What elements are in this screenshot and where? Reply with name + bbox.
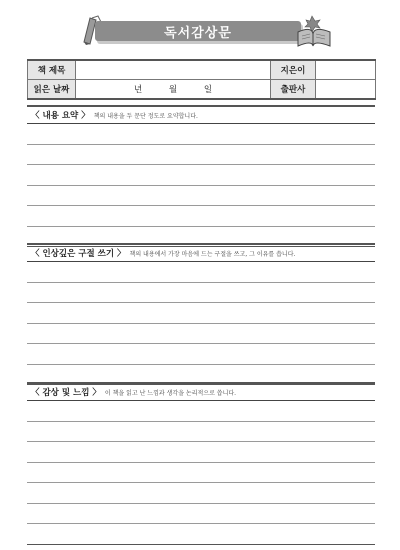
section-header [27, 105, 375, 123]
writing-lines[interactable] [27, 123, 375, 247]
section-description: 이 책을 읽고 난 느낌과 생각을 논리적으로 씁니다. [104, 389, 237, 397]
section-title: 〈 인상깊은 구절 쓰기 〉 [31, 249, 126, 259]
section-impression [27, 382, 375, 545]
section-description: 책의 내용에서 가장 마음에 드는 구절을 쓰고, 그 이유를 씁니다. [129, 250, 296, 258]
section-quote [27, 243, 375, 385]
book-title-field[interactable] [76, 60, 271, 80]
section-description: 책의 내용을 두 문단 정도로 요약합니다. [93, 112, 198, 120]
writing-line[interactable] [27, 524, 375, 545]
writing-line[interactable] [27, 442, 375, 463]
publisher-label: 출판사 [271, 80, 316, 100]
day-unit: 일 [203, 85, 213, 95]
read-date-field[interactable] [76, 80, 271, 100]
writing-line[interactable] [27, 463, 375, 484]
writing-line[interactable] [27, 145, 375, 166]
section-header [27, 243, 375, 261]
book-info-row-title [28, 60, 376, 80]
writing-line[interactable] [27, 504, 375, 525]
writing-line[interactable] [27, 206, 375, 227]
year-unit: 년 [133, 85, 143, 95]
writing-line[interactable] [27, 283, 375, 304]
writing-line[interactable] [27, 165, 375, 186]
section-header [27, 382, 375, 400]
read-date-label: 읽은 날짜 [28, 80, 76, 100]
title-banner [95, 21, 301, 41]
page-title: 독서감상문 [164, 25, 232, 41]
book-info-table [27, 59, 376, 100]
writing-line[interactable] [27, 344, 375, 365]
section-summary [27, 105, 375, 247]
author-field[interactable] [316, 60, 376, 80]
writing-line[interactable] [27, 422, 375, 443]
author-label: 지은이 [271, 60, 316, 80]
writing-line[interactable] [27, 124, 375, 145]
writing-line[interactable] [27, 303, 375, 324]
book-info-row-date [28, 80, 376, 100]
section-title: 〈 내용 요약 〉 [31, 111, 90, 121]
writing-line[interactable] [27, 401, 375, 422]
writing-lines[interactable] [27, 400, 375, 545]
publisher-field[interactable] [316, 80, 376, 100]
open-book-icon [292, 12, 334, 48]
section-title: 〈 감상 및 느낌 〉 [31, 388, 101, 398]
book-title-label: 책 제목 [28, 60, 76, 80]
writing-line[interactable] [27, 324, 375, 345]
writing-lines[interactable] [27, 261, 375, 385]
month-unit: 월 [168, 85, 178, 95]
writing-line[interactable] [27, 483, 375, 504]
writing-line[interactable] [27, 262, 375, 283]
writing-line[interactable] [27, 186, 375, 207]
